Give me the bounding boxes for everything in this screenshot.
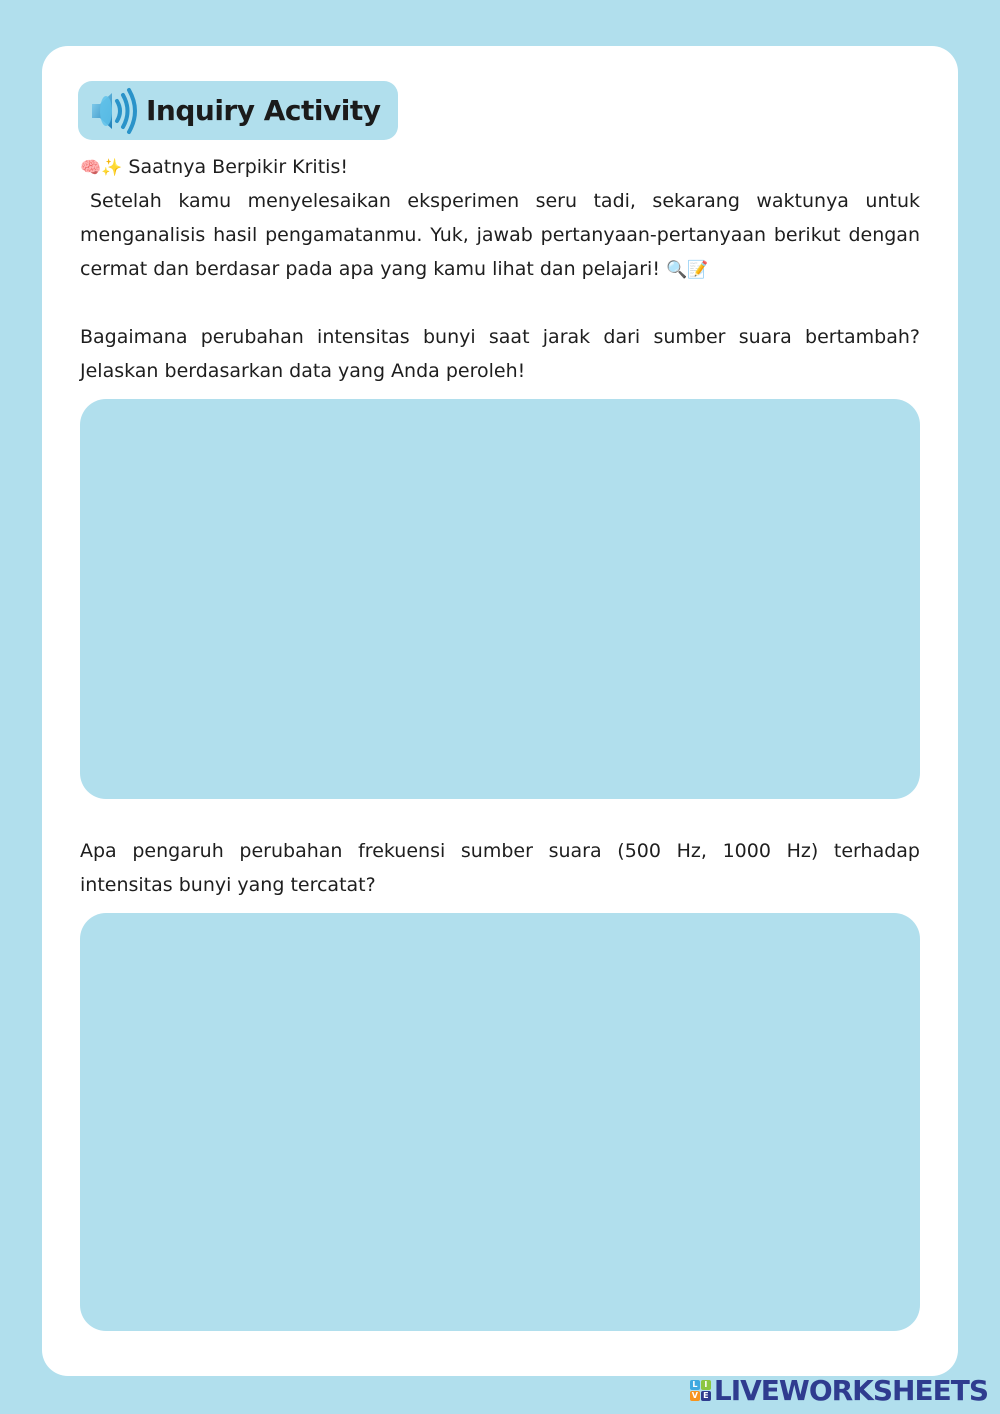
brain-sparkles-icon: 🧠✨ [80, 158, 123, 178]
magnifier-memo-icon: 🔍📝 [666, 260, 709, 280]
liveworksheets-logo[interactable] [690, 1373, 988, 1407]
brand-name: LIVEWORKSHEETS [713, 1373, 988, 1407]
answer-input-2[interactable] [80, 913, 920, 1331]
speaker-icon [82, 83, 142, 139]
question-2: Apa pengaruh perubahan frekuensi sumber suara (500 Hz, 1000 Hz) terhadap intensitas bunyi yang tercatat? [80, 840, 920, 896]
section-heading [80, 150, 920, 185]
intro-text: Setelah kamu menyelesaikan eksperimen seru tadi, sekarang waktunya untuk menganalisis hasil pengamatanmu. Yuk, jawab pertanyaan-pertanyaan berikut dengan cermat dan berdasar pada apa yang kamu lihat dan pelajari! [80, 190, 920, 280]
title-badge [78, 81, 398, 140]
logo-mark-icon: L I V E [690, 1380, 711, 1401]
intro-paragraph [80, 184, 920, 287]
section-heading-text: Saatnya Berpikir Kritis! [128, 156, 348, 178]
page-title: Inquiry Activity [146, 94, 381, 127]
question-1: Bagaimana perubahan intensitas bunyi saat jarak dari sumber suara bertambah? Jelaskan berdasarkan data yang Anda peroleh! [80, 326, 920, 382]
answer-input-1[interactable] [80, 399, 920, 799]
